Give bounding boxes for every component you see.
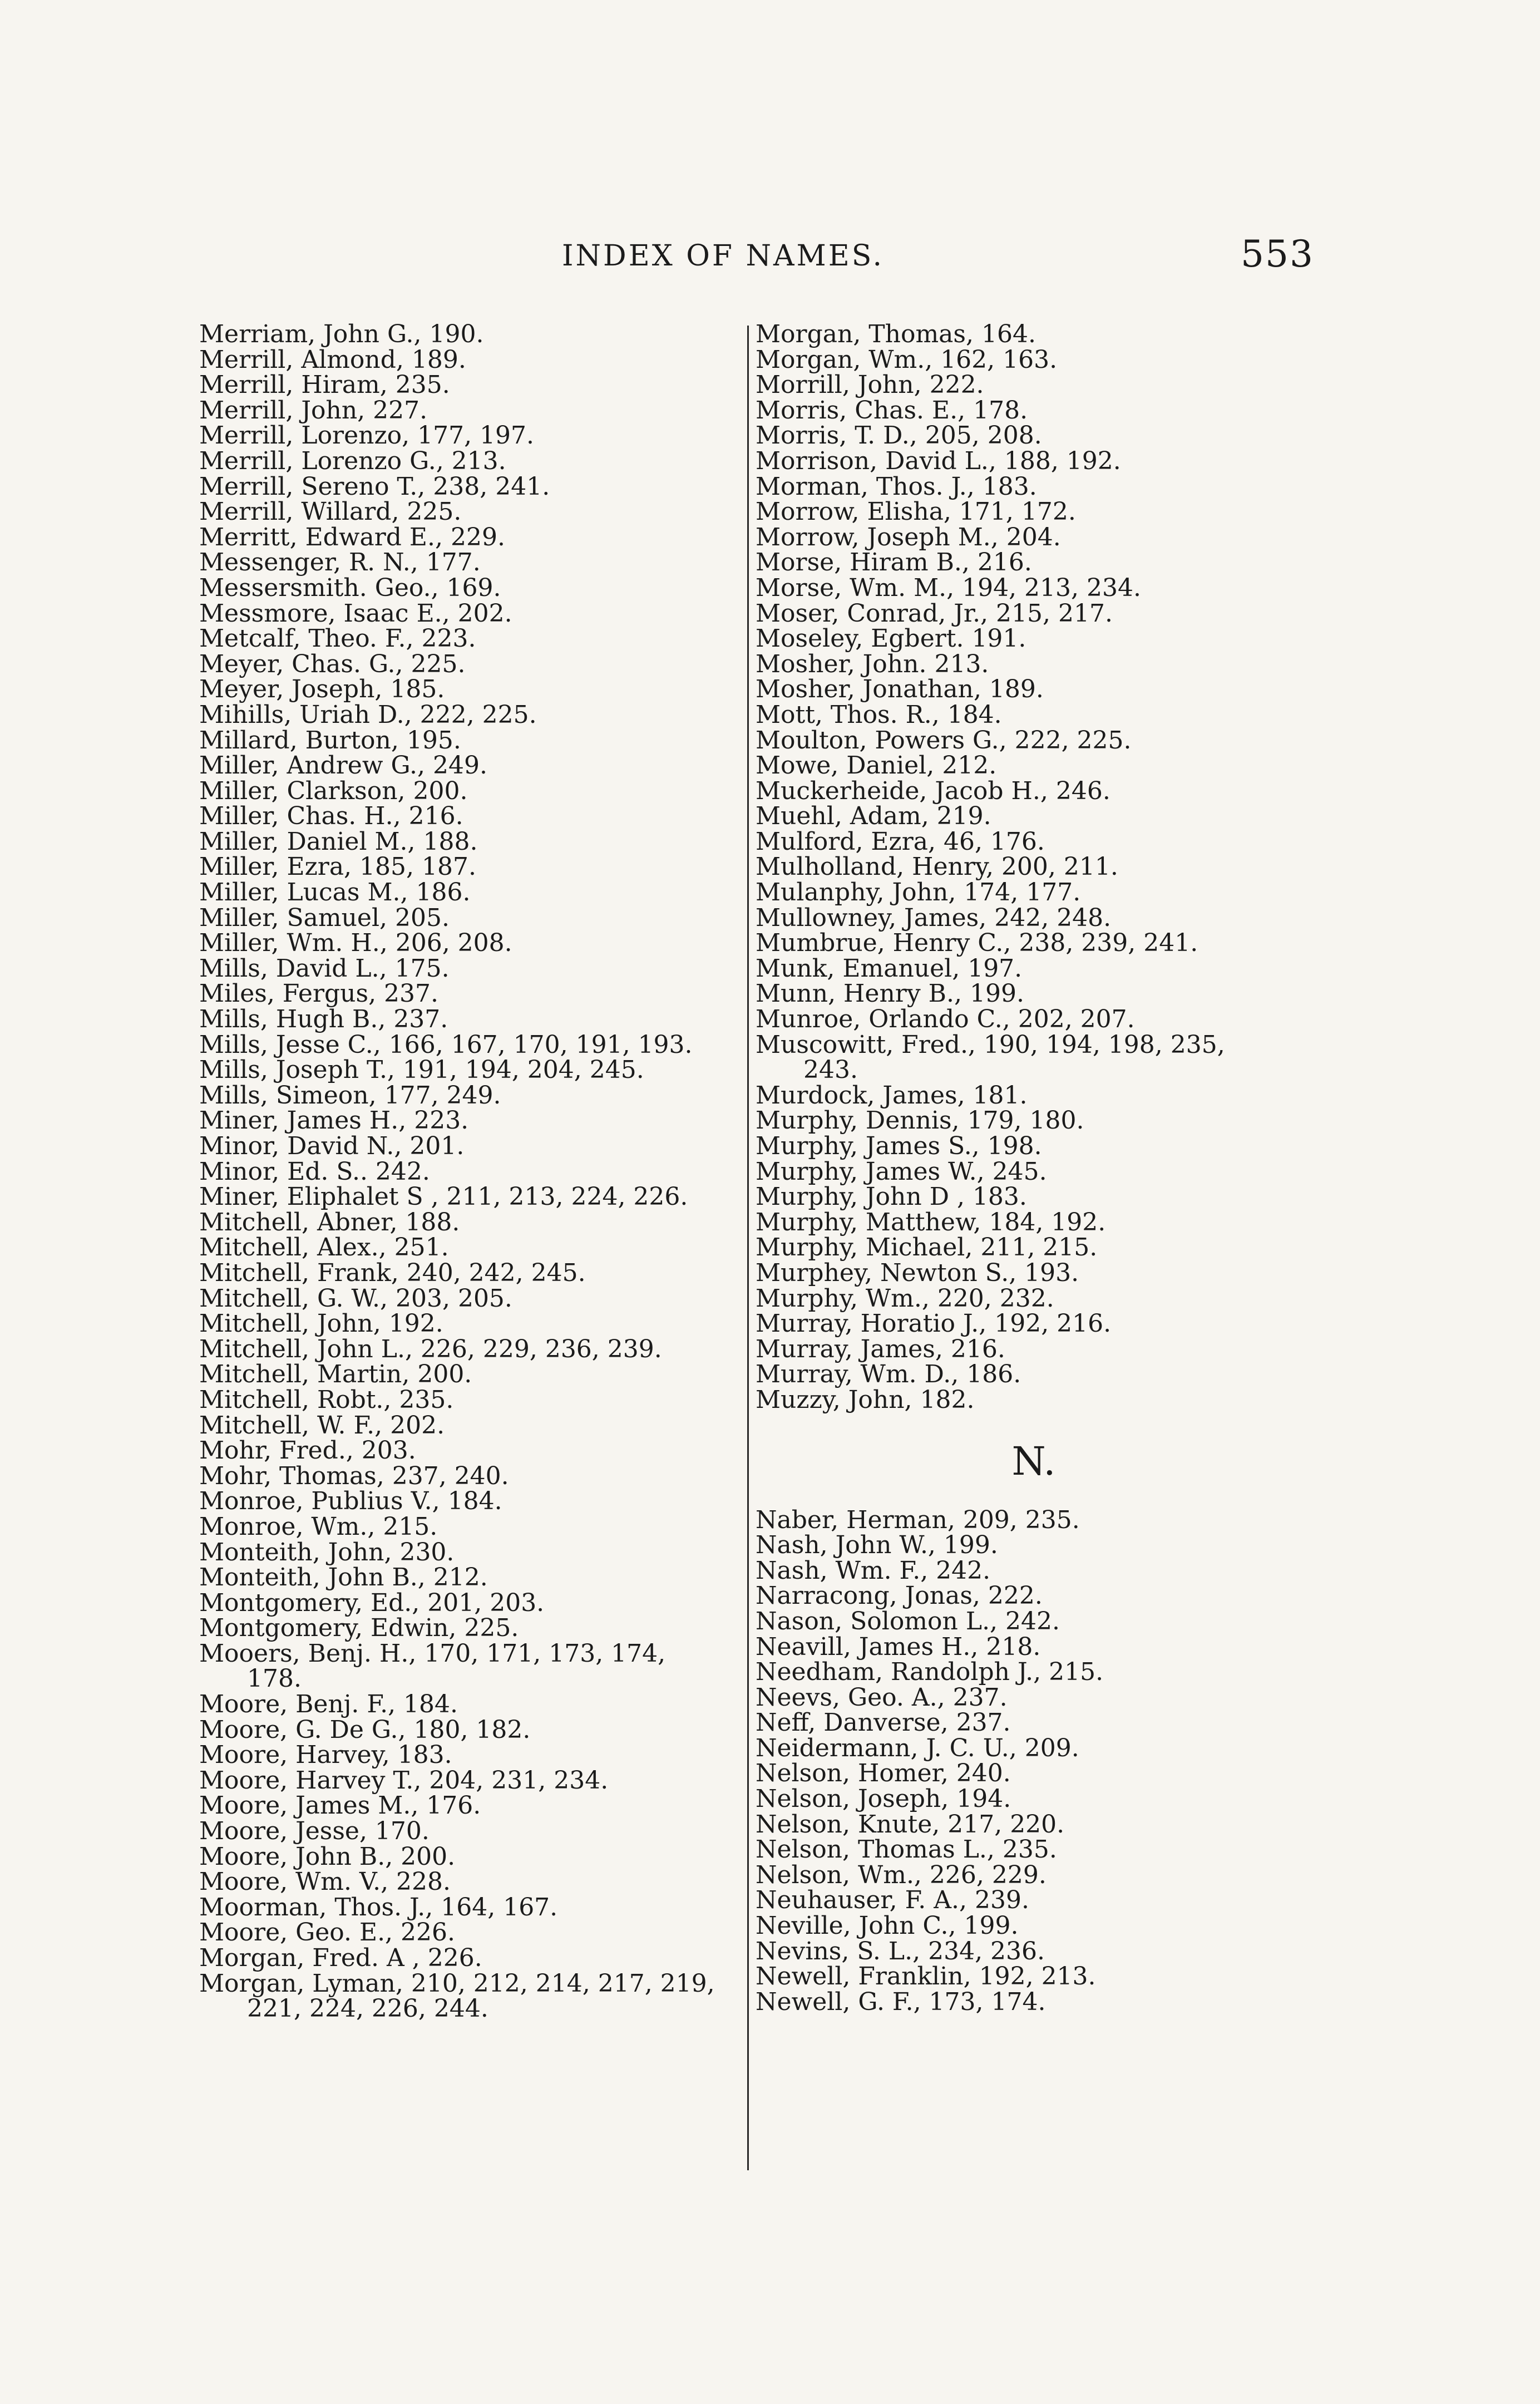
index-entry: Mills, Hugh B., 237. (199, 1005, 448, 1034)
index-entry: Millard, Burton, 195. (199, 726, 461, 755)
index-entry: Merrill, Lorenzo, 177, 197. (199, 421, 535, 450)
index-entry: Nason, Solomon L., 242. (756, 1607, 1060, 1635)
index-entry: Morse, Hiram B., 216. (756, 548, 1032, 577)
index-entry: Meyer, Joseph, 185. (199, 675, 445, 704)
index-entry: Mitchell, John, 192. (199, 1309, 443, 1338)
index-entry: Murphy, James S., 198. (756, 1132, 1042, 1160)
index-entry: Moore, Harvey T., 204, 231, 234. (199, 1766, 609, 1795)
index-entry: Morman, Thos. J., 183. (756, 472, 1037, 501)
index-entry: Mihills, Uriah D., 222, 225. (199, 700, 537, 729)
index-entry: Neidermann, J. C. U., 209. (756, 1733, 1079, 1762)
index-entry: Merrill, Sereno T., 238, 241. (199, 472, 550, 501)
index-entry: Messenger, R. N., 177. (199, 548, 481, 577)
index-entry: Nelson, Wm., 226, 229. (756, 1860, 1047, 1889)
index-entry: Mills, Simeon, 177, 249. (199, 1081, 501, 1110)
index-entry: Miller, Lucas M., 186. (199, 878, 471, 907)
index-entry: Messersmith. Geo., 169. (199, 573, 501, 602)
index-entry: Mohr, Thomas, 237, 240. (199, 1461, 509, 1490)
index-entry: Moore, Harvey, 183. (199, 1741, 452, 1770)
index-entry: Miller, Andrew G., 249. (199, 751, 487, 780)
index-entry: Neevs, Geo. A., 237. (756, 1683, 1008, 1712)
index-entry: Morris, T. D., 205, 208. (756, 421, 1042, 450)
index-entry: Moorman, Thos. J., 164, 167. (199, 1893, 558, 1922)
index-entry: Mills, Joseph T., 191, 194, 204, 245. (199, 1056, 644, 1085)
index-entry: Nelson, Homer, 240. (756, 1759, 1011, 1788)
index-entry: Monteith, John B., 212. (199, 1563, 488, 1592)
page-number: 553 (1241, 233, 1314, 275)
index-entry: Munk, Emanuel, 197. (756, 954, 1023, 983)
index-entry: Naber, Herman, 209, 235. (756, 1505, 1080, 1534)
index-entry: Mumbrue, Henry C., 238, 239, 241. (756, 929, 1198, 958)
index-entry: Miller, Wm. H., 206, 208. (199, 929, 512, 958)
index-entry: Neville, John C., 199. (756, 1912, 1019, 1940)
index-entry-continuation: 221, 224, 226, 244. (247, 1994, 488, 2023)
index-entry: Needham, Randolph J., 215. (756, 1658, 1104, 1687)
index-entry: Minor, Ed. S.. 242. (199, 1157, 430, 1186)
index-entry: Newell, G. F., 173, 174. (756, 1987, 1046, 2016)
index-entry: Mitchell, Robt., 235. (199, 1385, 454, 1414)
index-entry: Mooers, Benj. H., 170, 171, 173, 174, (199, 1639, 666, 1668)
index-entry: Murray, Horatio J., 192, 216. (756, 1309, 1112, 1338)
index-entry-continuation: 243. (803, 1056, 858, 1085)
index-entry: Mitchell, Alex., 251. (199, 1233, 449, 1262)
index-column-left (199, 322, 756, 2022)
index-entry: Miller, Daniel M., 188. (199, 827, 478, 856)
index-entry: Miller, Ezra, 185, 187. (199, 853, 476, 881)
index-entry: Munroe, Orlando C., 202, 207. (756, 1005, 1135, 1034)
index-entry: Moore, G. De G., 180, 182. (199, 1715, 531, 1744)
index-entry: Murphey, Newton S., 193. (756, 1258, 1079, 1287)
index-entry: Mills, Jesse C., 166, 167, 170, 191, 193. (199, 1030, 693, 1059)
index-entry: Meyer, Chas. G., 225. (199, 649, 466, 678)
index-entry: Mosher, John. 213. (756, 649, 989, 678)
index-entry: Moore, Geo. E., 226. (199, 1918, 456, 1947)
index-entry: Murphy, Matthew, 184, 192. (756, 1208, 1106, 1237)
index-entry: Moore, Jesse, 170. (199, 1817, 430, 1846)
index-entry: Montgomery, Edwin, 225. (199, 1614, 519, 1643)
index-entry: Murray, James, 216. (756, 1334, 1005, 1363)
running-header: INDEX OF NAMES. (562, 239, 885, 273)
index-entry: Nelson, Joseph, 194. (756, 1785, 1011, 1814)
index-entry: Neff, Danverse, 237. (756, 1708, 1011, 1737)
index-entry: Muehl, Adam, 219. (756, 802, 991, 831)
index-entry: Mott, Thos. R., 184. (756, 700, 1002, 729)
index-entry: Mitchell, G. W., 203, 205. (199, 1284, 512, 1313)
index-entry-continuation: 178. (247, 1664, 302, 1693)
index-entry: Merrill, Almond, 189. (199, 345, 466, 374)
index-entry: Murdock, James, 181. (756, 1081, 1028, 1110)
index-entry: Murphy, Dennis, 179, 180. (756, 1106, 1084, 1135)
index-entry: Morrow, Joseph M., 204. (756, 523, 1061, 551)
index-entry: Moseley, Egbert. 191. (756, 624, 1026, 653)
index-entry: Newell, Franklin, 192, 213. (756, 1962, 1096, 1991)
index-entry: Monroe, Wm., 215. (199, 1512, 438, 1541)
index-entry: Minor, David N., 201. (199, 1132, 465, 1160)
index-entry: Morrill, John, 222. (756, 371, 984, 400)
index-entry: Merriam, John G., 190. (199, 320, 484, 348)
index-entry: Mulford, Ezra, 46, 176. (756, 827, 1045, 856)
index-entry: Mosher, Jonathan, 189. (756, 675, 1044, 704)
index-entry: Metcalf, Theo. F., 223. (199, 624, 476, 653)
index-entry: Murray, Wm. D., 186. (756, 1360, 1021, 1389)
index-entry: Mohr, Fred., 203. (199, 1436, 416, 1465)
index-entry: Monteith, John, 230. (199, 1538, 455, 1566)
index-entry: Miller, Clarkson, 200. (199, 776, 468, 805)
index-entry: Narracong, Jonas, 222. (756, 1582, 1043, 1610)
index-entry: Moore, Wm. V., 228. (199, 1868, 451, 1896)
index-entry: Nevins, S. L., 234, 236. (756, 1937, 1045, 1965)
column-divider (747, 326, 749, 2170)
index-entry: Morse, Wm. M., 194, 213, 234. (756, 573, 1141, 602)
index-entry: Mills, David L., 175. (199, 954, 450, 983)
index-entry: Mitchell, John L., 226, 229, 236, 239. (199, 1334, 662, 1363)
index-entry: Moore, James M., 176. (199, 1791, 481, 1820)
index-entry: Morgan, Fred. A , 226. (199, 1944, 482, 1972)
index-entry: Miner, James H., 223. (199, 1106, 469, 1135)
index-entry: Montgomery, Ed., 201, 203. (199, 1588, 545, 1617)
index-entry: Mowe, Daniel, 212. (756, 751, 997, 780)
index-entry: Moore, John B., 200. (199, 1842, 456, 1871)
index-entry: Nelson, Knute, 217, 220. (756, 1810, 1065, 1839)
index-entry: Merritt, Edward E., 229. (199, 523, 505, 551)
index-entry: Monroe, Publius V., 184. (199, 1487, 502, 1516)
index-entry: Murphy, Wm., 220, 232. (756, 1284, 1054, 1313)
index-entry: Mulanphy, John, 174, 177. (756, 878, 1081, 907)
index-entry: Muckerheide, Jacob H., 246. (756, 776, 1110, 805)
index-entry: Merrill, Willard, 225. (199, 497, 462, 526)
index-entry: Murphy, James W., 245. (756, 1157, 1047, 1186)
index-entry: Mitchell, W. F., 202. (199, 1411, 445, 1440)
section-heading-n: N. (1011, 1438, 1056, 1484)
index-entry: Nelson, Thomas L., 235. (756, 1835, 1057, 1864)
index-entry: Muzzy, John, 182. (756, 1385, 975, 1414)
index-entry: Mitchell, Martin, 200. (199, 1360, 472, 1389)
index-entry: Morrison, David L., 188, 192. (756, 446, 1121, 475)
index-entry: Miller, Samuel, 205. (199, 903, 450, 932)
index-entry: Murphy, Michael, 211, 215. (756, 1233, 1098, 1262)
index-entry: Nash, John W., 199. (756, 1531, 998, 1560)
index-entry: Munn, Henry B., 199. (756, 979, 1024, 1008)
index-entry: Moser, Conrad, Jr., 215, 217. (756, 599, 1113, 628)
index-entry: Mitchell, Abner, 188. (199, 1208, 460, 1237)
index-entry: Murphy, John D , 183. (756, 1183, 1027, 1211)
index-entry: Moore, Benj. F., 184. (199, 1690, 458, 1719)
index-entry: Morgan, Lyman, 210, 212, 214, 217, 219, (199, 1969, 715, 1998)
index-entry: Morris, Chas. E., 178. (756, 396, 1028, 425)
index-entry: Mullowney, James, 242, 248. (756, 903, 1112, 932)
index-entry: Messmore, Isaac E., 202. (199, 599, 512, 628)
index-entry: Miles, Fergus, 237. (199, 979, 439, 1008)
index-entry: Neavill, James H., 218. (756, 1632, 1041, 1661)
index-entry: Morgan, Thomas, 164. (756, 320, 1036, 348)
index-entry: Neuhauser, F. A., 239. (756, 1886, 1029, 1915)
index-entry: Nash, Wm. F., 242. (756, 1556, 991, 1585)
index-entry: Merrill, Hiram, 235. (199, 371, 450, 400)
index-entry: Mulholland, Henry, 200, 211. (756, 853, 1118, 881)
index-entry: Morrow, Elisha, 171, 172. (756, 497, 1076, 526)
index-entry: Merrill, Lorenzo G., 213. (199, 446, 506, 475)
index-entry: Moulton, Powers G., 222, 225. (756, 726, 1132, 755)
index-entry: Muscowitt, Fred., 190, 194, 198, 235, (756, 1030, 1225, 1059)
index-column-right (756, 322, 1312, 2014)
index-entry: Morgan, Wm., 162, 163. (756, 345, 1058, 374)
index-entry: Merrill, John, 227. (199, 396, 428, 425)
index-entry: Miller, Chas. H., 216. (199, 802, 463, 831)
index-entry: Mitchell, Frank, 240, 242, 245. (199, 1258, 586, 1287)
index-entry: Miner, Eliphalet S , 211, 213, 224, 226. (199, 1183, 688, 1211)
